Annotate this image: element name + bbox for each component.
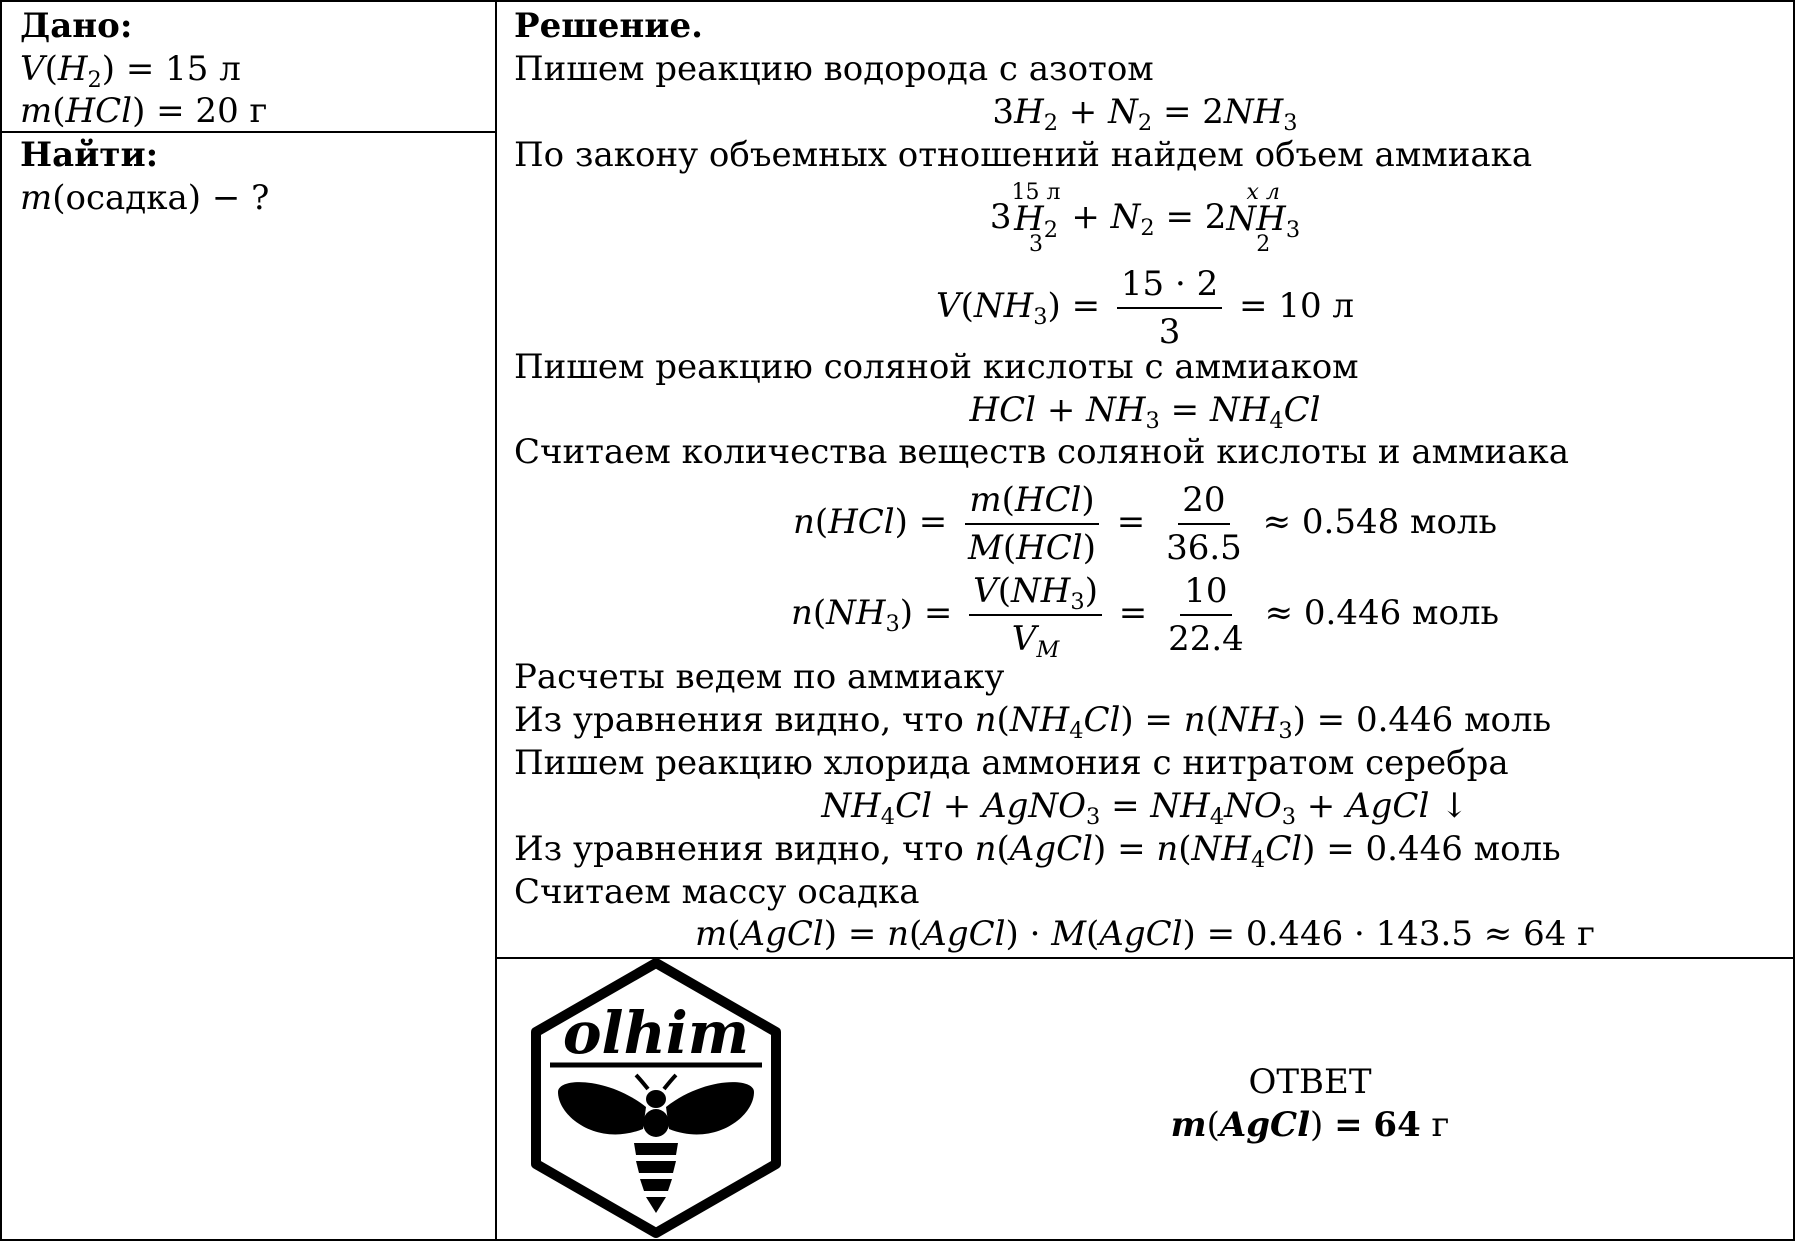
given-title: Дано:	[20, 6, 133, 46]
nh3-annotation: x л $NH_3$ 2	[1226, 180, 1301, 257]
fraction: $\frac{10}{22.4}$	[1164, 568, 1248, 662]
solution-text-5: Расчеты ведем по аммиаку	[514, 657, 1005, 697]
amount-hcl-result: ≈ 0.548 моль	[1262, 502, 1498, 542]
solution-text-7: Пишем реакцию хлорида аммония с нитратом серебра	[514, 743, 1509, 783]
find-target	[20, 177, 269, 220]
amount-hcl-calculation: n(HCl) = $\frac{\text{m(HCl)}}{\text{M(HCl)}}$ = $\frac{20}{36.5}$ ≈ 0.548 моль	[496, 474, 1794, 571]
given-mass-hcl: m(HCl) = 20 г	[20, 91, 268, 131]
olhim-bee-logo	[528, 957, 784, 1239]
solution-text-9: Считаем массу осадка	[514, 872, 920, 912]
answer-value: m(AgCl) = 64 г	[1170, 1105, 1450, 1145]
solution-text-2: По закону объемных отношений найдем объем аммиака	[514, 135, 1533, 175]
mass-symbol: m	[20, 178, 53, 218]
reaction-1-annotated: 3 15 л $H_2$ 3 + $N_2 = 2$ x л $NH_3$ 2	[989, 180, 1301, 257]
answer-title: ОТВЕТ	[1248, 1062, 1372, 1102]
solution-text-1: Пишем реакцию водорода с азотом	[514, 49, 1154, 89]
volume-result: = 10 л	[1239, 286, 1354, 326]
subscript: 2	[87, 67, 102, 94]
fraction: $\frac{15 \cdot 2}{3}$	[1117, 261, 1222, 355]
fraction: $\frac{\text{m(HCl)}}{\text{M(HCl)}}$	[964, 477, 1100, 571]
amount-nh3-result: ≈ 0.446 моль	[1264, 593, 1500, 633]
volume-nh3-calculation: $V(NH_3)$ = $\frac{15 \cdot 2}{3}$ = 10 л	[496, 258, 1794, 355]
solution-text-8: Из уравнения видно, что n(AgCl) = $n(NH_4Cl) = 0.446$ моль	[514, 829, 1561, 874]
volume-symbol: V	[20, 49, 45, 89]
solution-text-3: Пишем реакцию соляной кислоты с аммиаком	[514, 347, 1359, 387]
fraction: $\frac{V(NH_3)}{V_M}$	[969, 568, 1102, 662]
given-volume-h2: $V(H_2) = 15$ л	[20, 49, 241, 94]
reaction-1: $3H_2 + N_2 = 2NH_3$	[992, 92, 1298, 137]
given-mass-value: = 20 г	[156, 91, 268, 131]
given-volume-value: = 15 л	[125, 49, 241, 89]
table-border-top	[0, 0, 1795, 2]
fraction: $\frac{20}{36.5}$	[1162, 477, 1246, 571]
reaction-3: $NH_4Cl$ + AgNO$_3$ = $NH_4NO_3$ + AgCl ↓	[821, 786, 1469, 831]
table-border-left	[0, 0, 2, 1241]
h2-annotation: 15 л $H_2$ 3	[1011, 180, 1061, 257]
reaction-2: HCl + $NH_3 = NH_4Cl$	[969, 390, 1321, 435]
mass-symbol: m	[20, 91, 53, 131]
amount-nh3-calculation: $n(NH_3)$ = $\frac{V(NH_3)}{V_M}$ = $\frac{10}{22.4}$ ≈ 0.446 моль	[496, 565, 1794, 662]
species-h: H	[57, 49, 88, 89]
logo-text: olhim	[562, 999, 750, 1067]
species-hcl: HCl	[65, 91, 133, 131]
solution-text-6: Из уравнения видно, что $n(NH_4Cl) = n(NH_3) = 0.446$ моль	[514, 700, 1552, 745]
mass-agcl-calculation: m(AgCl) = n(AgCl) · M(AgCl) = 0.446 · 143.5 ≈ 64 г	[695, 914, 1595, 954]
find-title: Найти:	[20, 135, 159, 175]
solution-text-4: Считаем количества веществ соляной кислоты и аммиака	[514, 432, 1569, 472]
solution-title: Решение.	[514, 6, 703, 46]
find-target-text: (осадка) − ?	[52, 178, 270, 218]
